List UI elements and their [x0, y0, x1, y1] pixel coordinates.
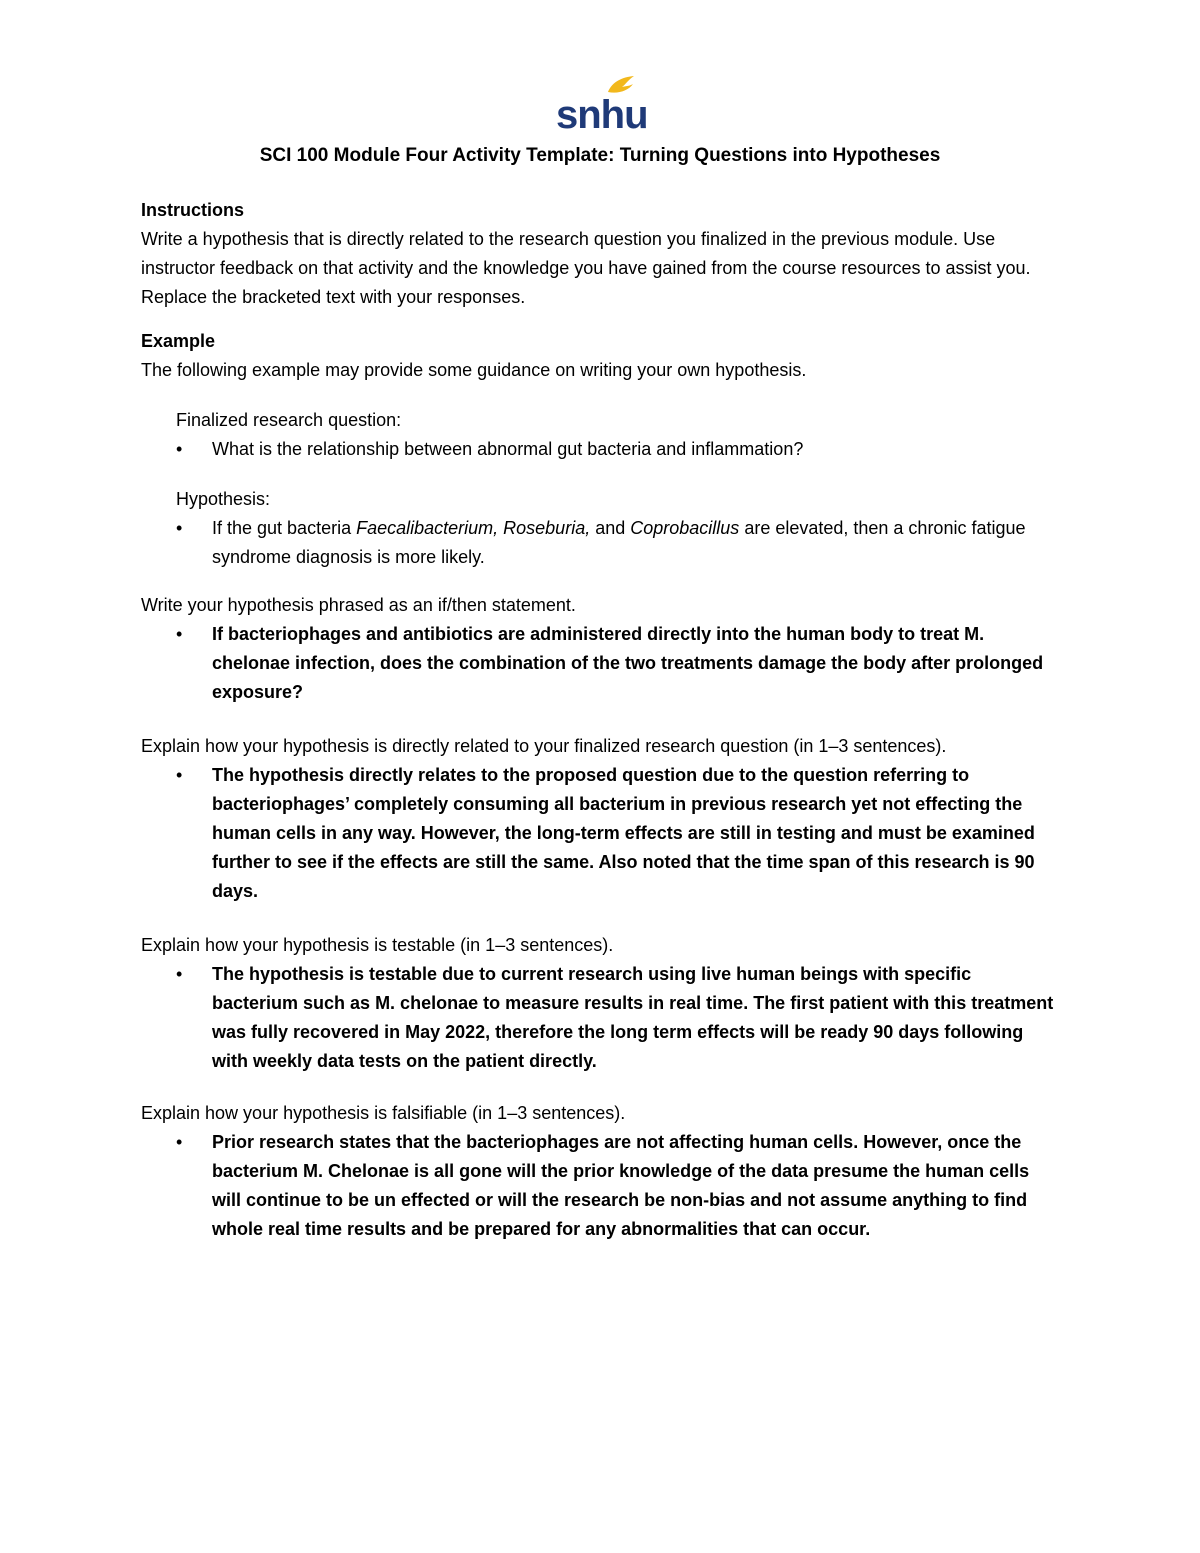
- response-section-3: [141, 931, 1061, 1076]
- hypothesis-text-part: and: [590, 518, 631, 538]
- section-prompt: Explain how your hypothesis is directly related to your finalized research question (in 1–3 sentences).: [141, 736, 947, 756]
- hypothesis-label: Hypothesis:: [176, 489, 271, 509]
- hypothesis-genus-names: Faecalibacterium, Roseburia,: [356, 518, 591, 538]
- question-list: [141, 435, 1061, 464]
- hypothesis-text: [212, 518, 1026, 567]
- document-title: SCI 100 Module Four Activity Template: Turning Questions into Hypotheses: [259, 145, 941, 166]
- section-prompt: Explain how your hypothesis is falsifiable (in 1–3 sentences).: [141, 1103, 626, 1123]
- instructions-body: Write a hypothesis that is directly related to the research question you finalized in the previous module. Use instructor feedback on that activity and the knowledge you have gained from the course resources to assist you. Replace the bracketed text with your responses.: [141, 229, 1031, 307]
- response-section-2: [141, 732, 1061, 906]
- instructions-section: [141, 196, 1061, 312]
- section-answer: If bacteriophages and antibiotics are administered directly into the human body to treat M. chelonae infection, does the combination of the two treatments damage the body after prolonged exposure?: [212, 624, 1044, 702]
- instructions-heading: Instructions: [141, 200, 245, 220]
- section-prompt: Explain how your hypothesis is testable (in 1–3 sentences).: [141, 935, 614, 955]
- hypothesis-text-part: are elevated, then a chronic fatigue syndrome diagnosis is more likely.: [212, 518, 1026, 567]
- section-answer: The hypothesis is testable due to current research using live human beings with specific bacterium such as M. chelonae to measure results in real time. The first patient with this treatment was fully recovered in May 2022, therefore the long term effects will be ready 90 days following with weekly data tests on the patient directly.: [212, 964, 1054, 1071]
- bullet-icon: •: [176, 439, 183, 459]
- snhu-logo: [556, 74, 648, 137]
- answer-list: [141, 761, 1061, 906]
- response-section-4: [141, 1099, 1061, 1244]
- section-prompt: Write your hypothesis phrased as an if/then statement.: [141, 595, 576, 615]
- hypothesis-text-part: If the gut bacteria: [212, 518, 357, 538]
- section-answer: The hypothesis directly relates to the proposed question due to the question referring to bacteriophages’ completely consuming all bacterium in previous research yet not effecting the human cells in any way. However, the long-term effects are still in testing and must be examined further to see if the effects are still the same. Also noted that the time span of this research is 90 days.: [212, 765, 1035, 901]
- question-text: What is the relationship between abnormal gut bacteria and inflammation?: [212, 439, 804, 459]
- hypothesis-genus-name: Coprobacillus: [630, 518, 740, 538]
- logo-wordmark: snhu: [556, 93, 648, 137]
- flame-icon: [608, 76, 634, 93]
- example-heading: Example: [141, 331, 216, 351]
- list-item: [141, 514, 1061, 572]
- answer-list: [141, 620, 1061, 707]
- list-item: [141, 960, 1061, 1076]
- bullet-icon: •: [176, 964, 183, 984]
- response-section-1: [141, 591, 1061, 707]
- list-item: [141, 761, 1061, 906]
- answer-list: [141, 960, 1061, 1076]
- list-item: [141, 435, 1061, 464]
- snhu-logo-graphic: [556, 74, 648, 137]
- list-item: [141, 620, 1061, 707]
- list-item: [141, 1128, 1061, 1244]
- bullet-icon: •: [176, 765, 183, 785]
- bullet-icon: •: [176, 1132, 183, 1152]
- example-question-block: [141, 406, 1061, 464]
- section-answer: Prior research states that the bacteriophages are not affecting human cells. However, once the bacterium M. Chelonae is all gone will the prior knowledge of the data presume the human cells will continue to be un effected or will the research be non-bias and not assume anything to find whole real time results and be prepared for any abnormalities that can occur.: [212, 1132, 1030, 1239]
- example-intro: The following example may provide some guidance on writing your own hypothesis.: [141, 360, 807, 380]
- bullet-icon: •: [176, 518, 183, 538]
- example-hypothesis-block: [141, 485, 1061, 572]
- hypothesis-list: [141, 514, 1061, 572]
- question-label: Finalized research question:: [176, 410, 402, 430]
- bullet-icon: •: [176, 624, 183, 644]
- example-section: [141, 327, 1061, 385]
- answer-list: [141, 1128, 1061, 1244]
